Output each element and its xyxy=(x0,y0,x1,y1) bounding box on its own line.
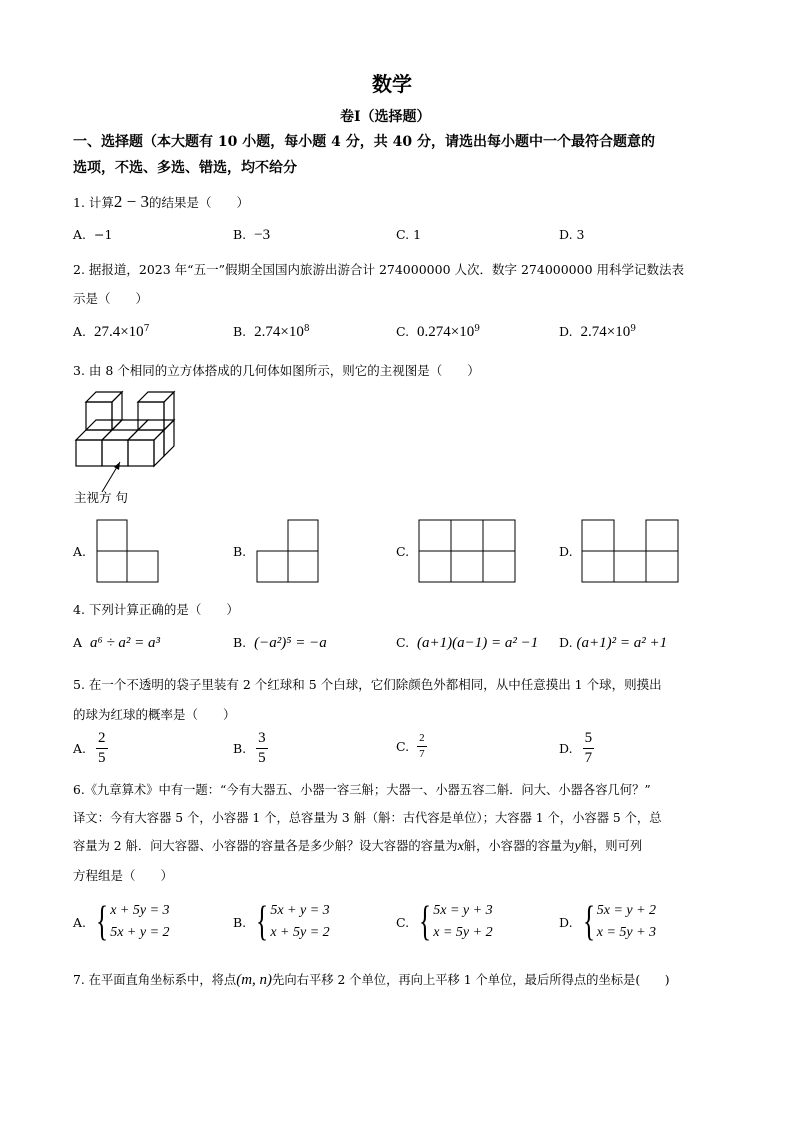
q1-option-d-label: D. xyxy=(559,227,573,242)
q6-option-d-system: { 5x = y + 2 x = 5y + 3 xyxy=(582,899,657,945)
q2-option-a-label: A. xyxy=(73,324,87,340)
q2-option-c-mantissa: 0.274×10 xyxy=(417,324,475,341)
q6-option-b-eq2: x + 5y = 2 xyxy=(270,925,330,940)
q6-var-y: y xyxy=(574,839,581,854)
page-title: 数学 xyxy=(372,72,412,96)
q6-option-c-system: { 5x = y + 3 x = 5y + 2 xyxy=(419,899,493,945)
q7-suffix: 先向右平移 2 个单位，再向上平移 1 个单位，最后所得点的坐标是( ) xyxy=(272,973,670,987)
q6-option-c-label: C. xyxy=(396,914,410,930)
question-1 xyxy=(73,192,249,212)
q5-option-c-denominator: 7 xyxy=(419,747,425,760)
q1-option-b-value: −3 xyxy=(254,227,271,243)
section-heading-line2: 选项，不选、多选、错选，均不给分 xyxy=(73,160,297,176)
q1-option-d-value: 3 xyxy=(576,227,585,242)
q6-option-d-eq1: 5x = y + 2 xyxy=(596,903,657,918)
q4-option-d-label: D. xyxy=(559,635,573,650)
q5-option-a-numerator: 2 xyxy=(96,730,108,749)
q4-option-c-expr: (a+1)(a−1) = a² −1 xyxy=(417,635,539,651)
q3-text: 3. 由 8 个相同的立方体搭成的几何体如图所示，则它的主视图是（ ） xyxy=(73,363,480,378)
q1-option-d[interactable] xyxy=(559,227,585,242)
q2-text-line1: 2. 据报道，2023 年“五一”假期全国国内旅游出游合计 274000000 人次．数字 274000000 用科学记数法表 xyxy=(73,262,685,277)
q5-option-c-label: C. xyxy=(396,738,410,754)
q5-option-c[interactable] xyxy=(396,732,427,760)
q6-text-line3 xyxy=(73,836,642,855)
q6-option-b-eq1: 5x + y = 3 xyxy=(270,903,330,918)
q7-point: (m, n) xyxy=(236,972,273,988)
q3-option-d-label[interactable]: D. xyxy=(559,544,573,559)
q5-option-d-fraction xyxy=(583,730,595,768)
q5-option-c-fraction xyxy=(417,732,427,760)
q5-option-d-denominator: 7 xyxy=(584,750,593,767)
q5-option-d-numerator: 5 xyxy=(583,730,595,749)
q6-option-d-label: D. xyxy=(559,914,573,930)
q6-text-line1: 6.《九章算术》中有一题：“今有大器五、小器一容三斛；大器一、小器五容二斛．问大、小器各容几何？” xyxy=(73,783,651,797)
q6-option-a[interactable] xyxy=(73,900,170,944)
q5-option-b[interactable] xyxy=(233,730,268,768)
q1-option-c[interactable] xyxy=(396,227,421,242)
q6-var-x: x xyxy=(457,839,464,854)
q2-option-a[interactable] xyxy=(73,324,149,341)
q2-text-line2: 示是（ ） xyxy=(73,291,149,306)
q1-prefix: 1. 计算 xyxy=(73,195,114,210)
q1-option-a-label: A. xyxy=(73,227,87,242)
q6-option-d-eq2: x = 5y + 3 xyxy=(596,925,657,940)
q6-option-b-system: { 5x + y = 3 x + 5y = 2 xyxy=(256,899,330,945)
q4-option-b[interactable] xyxy=(233,635,327,652)
q5-text-line1: 5. 在一个不透明的袋子里装有 2 个红球和 5 个白球，它们除颜色外都相同，从中任意摸出 1 个球，则摸出 xyxy=(73,677,662,692)
q1-option-b-label: B. xyxy=(233,227,247,242)
q1-option-a-value: −1 xyxy=(93,227,113,242)
q2-option-a-mantissa: 27.4×10 xyxy=(93,324,144,341)
q1-option-c-value: 1 xyxy=(413,227,422,242)
q6-option-c-eq1: 5x = y + 3 xyxy=(433,903,493,918)
q4-option-c[interactable] xyxy=(396,635,538,652)
q2-option-b[interactable] xyxy=(233,324,310,341)
q2-option-b-mantissa: 2.74×10 xyxy=(254,324,304,341)
q5-text-line2: 的球为红球的概率是（ ） xyxy=(73,707,236,722)
q2-option-a-exponent: 7 xyxy=(143,324,150,334)
q6-line3-part1: 容量为 2 斛．问大容器、小容器的容量各是多少斛？设大容器的容量为 xyxy=(73,839,458,853)
q2-option-d[interactable] xyxy=(559,324,636,341)
q6-line3-part2: 斛，小容器的容量为 xyxy=(463,839,575,853)
q1-option-c-label: C. xyxy=(396,227,410,242)
q2-option-d-mantissa: 2.74×10 xyxy=(580,324,631,341)
q6-option-a-label: A. xyxy=(73,914,87,930)
q1-option-a[interactable] xyxy=(73,227,112,242)
q4-option-d[interactable] xyxy=(559,635,667,652)
q6-line3-part3: 斛，则可列 xyxy=(580,839,643,853)
q5-option-b-label: B. xyxy=(233,741,247,757)
q5-option-c-numerator: 2 xyxy=(417,732,427,747)
q6-text-line2: 译文：今有大容器 5 个，小容器 1 个，总容量为 3 斛（斛：古代容是单位）；大容器 1 个，小容器 5 个，总 xyxy=(73,811,662,825)
q2-option-c-exponent: 9 xyxy=(474,324,480,334)
q2-option-c[interactable] xyxy=(396,324,480,341)
q4-option-b-expr: (−a²)⁵ = −a xyxy=(254,635,327,651)
q6-option-c-eq2: x = 5y + 2 xyxy=(433,925,493,940)
q4-option-a-label: A xyxy=(73,635,83,650)
q5-option-b-fraction xyxy=(256,730,268,768)
q5-option-a-denominator: 5 xyxy=(98,750,106,767)
q6-option-a-eq1: x + 5y = 3 xyxy=(110,903,170,918)
q4-option-a[interactable] xyxy=(73,635,160,652)
cube-figure xyxy=(70,388,185,468)
q3-option-c-label[interactable]: C. xyxy=(396,544,410,559)
q3-option-a-label[interactable]: A. xyxy=(73,544,87,559)
q2-option-c-label: C. xyxy=(396,324,410,340)
q4-text: 4. 下列计算正确的是（ ） xyxy=(73,602,239,617)
view-direction-label: 主视方 句 xyxy=(74,490,128,505)
q6-option-a-eq2: 5x + y = 2 xyxy=(110,925,170,940)
section-heading-line1: 一、选择题（本大题有 10 小题，每小题 4 分，共 40 分，请选出每小题中一个最符合题意的 xyxy=(73,134,655,150)
q3-option-c-view[interactable] xyxy=(418,519,518,583)
q5-option-d[interactable] xyxy=(559,730,594,768)
q1-option-b[interactable] xyxy=(233,227,270,244)
q7-text xyxy=(73,970,670,989)
q1-expression: 2 − 3 xyxy=(113,192,149,211)
q3-option-b-view[interactable] xyxy=(256,519,320,583)
q5-option-b-numerator: 3 xyxy=(256,730,268,749)
q3-option-d-view[interactable] xyxy=(581,519,681,583)
q4-option-c-label: C. xyxy=(396,635,410,650)
q5-option-b-denominator: 5 xyxy=(258,750,266,767)
q6-option-b-label: B. xyxy=(233,914,247,930)
q2-option-d-label: D. xyxy=(559,324,573,340)
q4-option-a-expr: a⁶ ÷ a² = a³ xyxy=(89,635,161,651)
q6-option-d[interactable] xyxy=(559,900,656,944)
q3-option-b-label[interactable]: B. xyxy=(233,544,247,559)
q3-option-a-view[interactable] xyxy=(96,519,160,583)
volume-subtitle: 卷Ⅰ（选择题） xyxy=(340,109,431,125)
q6-option-b[interactable] xyxy=(233,900,330,944)
q4-option-b-label: B. xyxy=(233,635,247,650)
q5-option-a-fraction xyxy=(96,730,108,768)
q2-option-b-exponent: 8 xyxy=(303,324,310,334)
q1-suffix: 的结果是（ ） xyxy=(149,195,250,210)
q6-text-line4: 方程组是（ ） xyxy=(73,868,174,883)
q2-option-d-exponent: 9 xyxy=(630,324,636,334)
q7-prefix: 7. 在平面直角坐标系中，将点 xyxy=(73,973,237,987)
q6-option-c[interactable] xyxy=(396,900,493,944)
q6-option-a-system: { x + 5y = 3 5x + y = 2 xyxy=(96,899,170,945)
q5-option-a-label: A. xyxy=(73,741,87,757)
q4-option-d-expr: (a+1)² = a² +1 xyxy=(576,635,668,651)
q5-option-d-label: D. xyxy=(559,741,573,757)
q5-option-a[interactable] xyxy=(73,730,108,768)
q2-option-b-label: B. xyxy=(233,324,247,340)
